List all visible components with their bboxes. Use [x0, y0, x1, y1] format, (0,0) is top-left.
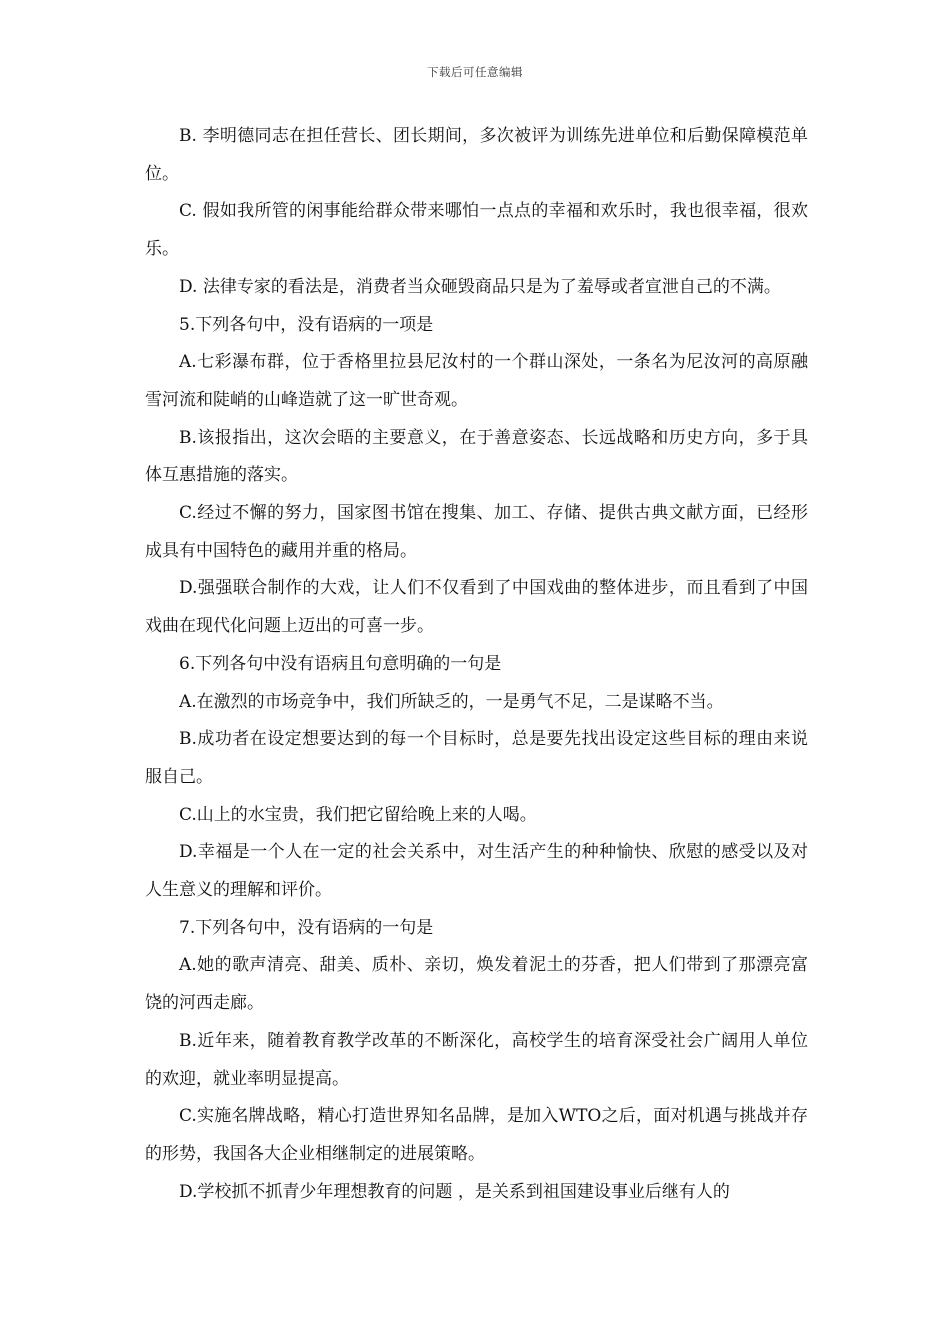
document-body	[145, 118, 808, 1211]
option-b-q7: B.近年来，随着教育教学改革的不断深化，高校学生的培育深受社会广阔用人单位的欢迎，就业率明显提高。	[145, 1030, 808, 1089]
question-6: 6.下列各句中没有语病且句意明确的一句是	[179, 653, 502, 674]
option-d-q6: D.幸福是一个人在一定的社会关系中，对生活产生的种种愉快、欣慰的感受以及对人生意义的理解和评价。	[145, 842, 808, 901]
option-d-q4: D. 法律专家的看法是，消费者当众砸毁商品只是为了羞辱或者宣泄自己的不满。	[179, 276, 781, 297]
question-7: 7.下列各句中，没有语病的一句是	[179, 917, 434, 938]
option-c-q7: C.实施名牌战略，精心打造世界知名品牌，是加入WTO之后，面对机遇与挑战并存的形势，我国各大企业相继制定的进展策略。	[145, 1106, 808, 1164]
option-a-q6: A.在激烈的市场竞争中，我们所缺乏的，一是勇气不足，二是谋略不当。	[179, 691, 724, 712]
option-a-q5: A.七彩瀑布群，位于香格里拉县尼汝村的一个群山深处，一条名为尼汝河的高原融雪河流和陡峭的山峰造就了这一旷世奇观。	[145, 352, 808, 410]
question-5: 5.下列各句中，没有语病的一项是	[179, 314, 434, 335]
option-c-q4: C. 假如我所管的闲事能给群众带来哪怕一点点的幸福和欢乐时，我也很幸福，很欢乐。	[145, 201, 808, 260]
option-c-q5: C.经过不懈的努力，国家图书馆在搜集、加工、存储、提供古典文献方面，已经形成具有中国特色的藏用并重的格局。	[145, 503, 808, 561]
option-d-q7: D.学校抓不抓青少年理想教育的问题 ，是关系到祖国建设事业后继有人的	[179, 1181, 730, 1202]
option-b-q6: B.成功者在设定想要达到的每一个目标时，总是要先找出设定这些目标的理由来说服自己。	[145, 729, 808, 787]
option-b-q5: B.该报指出，这次会晤的主要意义，在于善意姿态、长远战略和历史方向，多于具体互惠措施的落实。	[145, 427, 808, 486]
option-b-q4: B. 李明德同志在担任营长、团长期间，多次被评为训练先进单位和后勤保障模范单位。	[145, 126, 808, 184]
option-c-q6: C.山上的水宝贵，我们把它留给晚上来的人喝。	[179, 804, 537, 825]
option-d-q5: D.强强联合制作的大戏，让人们不仅看到了中国戏曲的整体进步，而且看到了中国戏曲在现代化问题上迈出的可喜一步。	[145, 578, 808, 637]
page-header: 下载后可任意编辑	[427, 65, 523, 79]
option-a-q7: A.她的歌声清亮、甜美、质朴、亲切，焕发着泥土的芬香，把人们带到了那漂亮富饶的河西走廊。	[145, 955, 808, 1014]
